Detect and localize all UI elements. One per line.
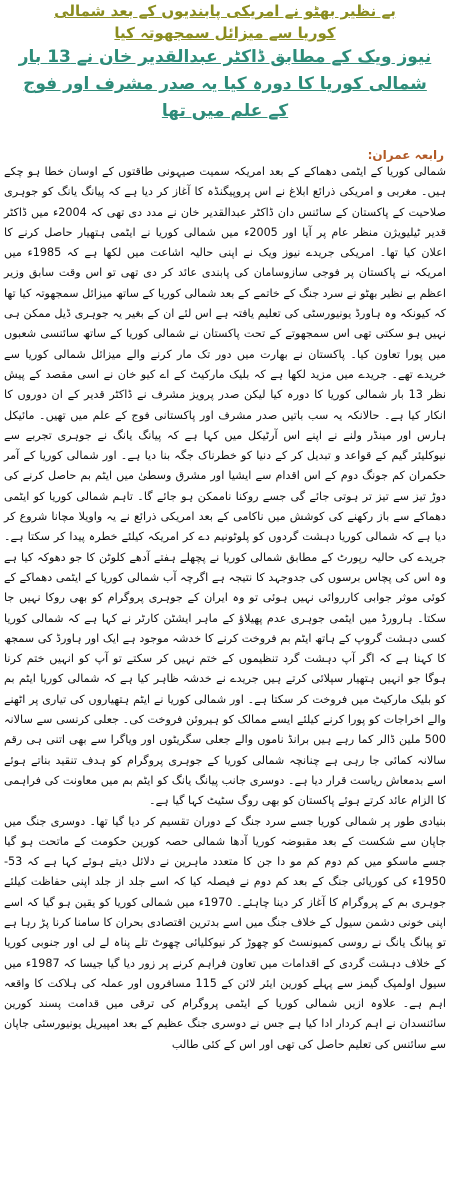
headline-line-2: کوریا سے میزائل سمجھوتہ کیا — [114, 24, 336, 42]
author-byline: رابعہ عمران: — [367, 148, 444, 162]
headline-line-1: بے نظیر بھٹو نے امریکی پابندیوں کے بعد شمالی — [54, 2, 396, 20]
article-paragraph-2: بنیادی طور پر شمالی کوریا جسے سرد جنگ کے دوران تقسیم کر دیا گیا تھا۔ دوسری جنگ میں جاپان سے شکست کے بعد مقبوضہ کوریا آدھا شمالی حصہ کورین حکومت کے ماتحت ہو گیا جسے ماسکو میں کم دوم کم مو دا جن کا متعدد ماہرین نے دلائل دیتے ہوئے کہا ہے کہ 53-1950ء کی کوریائی جنگ کے بعد کم دوم نے فیصلہ کیا کہ اسے جلد از جلد اپنی حفاظت کیلئے جوہری بم کے پروگرام کا آغاز کر دینا چاہئے۔ 1970ء میں شمالی کوریا کو یقین ہو گیا کہ اسے اپنی خونی دشمن سیول کے خلاف جنگ میں اسے بدترین اقتصادی بحران کا سامنا کرنا پڑ رہا ہے تو پیانگ یانگ نے روسی کمیونسٹ کو چھوڑ کر نیوکلیائی چھوٹ تلے پناہ لے لی اور جنوبی کوریا کے خلاف دہشت گردی کے اقدامات میں تعاون فراہم کرنے پر زور دیا گیا جیسا کہ 1987ء میں سیول اولمپک گیمز سے پہلے کورین ایئر لائن کے 115 مسافروں اور عملہ کی ہلاکت کا واقعہ اہم ہے۔ علاوہ ازیں شمالی کوریا کے ایٹمی پروگرام کی ترقی میں قدامت پسند کورین سائنسدان نے اہم کردار ادا کیا ہے جس نے دوسری جنگ عظیم کے بعد امپیریل یونیورسٹی جاپان سے سائنس کی تعلیم حاصل کی تھی اور اس کے کئی طالب — [4, 814, 446, 1051]
subheadline-line-2: شمالی کوریا کا دورہ کیا یہ صدر مشرف اور فوج — [23, 74, 427, 94]
subheadline-line-1: نیوز ویک کے مطابق ڈاکٹر عبدالقدیر خان نے 13 بار — [18, 47, 432, 67]
article-body — [4, 162, 446, 1055]
subheadline-line-3: کے علم میں تھا — [161, 101, 289, 121]
article-paragraph-1: شمالی کوریا کے ایٹمی دھماکے کے بعد امریکہ سمیت صیہونی طاقتوں کے اوسان خطا ہو چکے ہیں۔ مغربی و امریکی ذرائع ابلاغ نے اس پروپیگنڈہ کا آغاز کر دیا ہے کہ پیانگ یانگ کو جوہری صلاحیت کے پاکستان کے سائنس دان ڈاکٹر عبدالقدیر خان نے مدد دی تھی کہ 2004ء میں ڈاکٹر قدیر ٹیلیویژن منظر عام پر آیا اور 2005ء میں شمالی کوریا نے ایٹمی ہتھیار حاصل کرنے کا اعلان کیا تھا۔ امریکی جریدے نیوز ویک نے اپنی حالیہ اشاعت میں لکھا ہے کہ 1985ء میں امریکہ نے پاکستان پر فوجی سازوسامان کی پابندی عائد کر دی تھی تو اس وقت سابق وزیر اعظم بے نظیر بھٹو نے سرد جنگ کے خاتمے کے بعد شمالی کوریا کے ساتھ میزائل سمجھوتہ کیا تھا کہ کیونکہ وہ ہاورڈ یونیورسٹی کی تعلیم یافتہ ہے اس لئے ان کے بغیر یہ جوہری ڈیل ممکن ہی نہیں ہو سکتی تھی اس سمجھوتے کے تحت پاکستان نے شمالی کوریا کے ساتھ سائنسی شعبوں میں پورا تعاون کیا۔ پاکستان نے بھارت میں دور تک مار کرنے والے میزائل شمالی کوریا سے خریدے تھے۔ جریدے میں مزید لکھا ہے کہ بلیک مارکیٹ کے اے کیو خان نے اسی مقصد کے پیش نظر 13 بار شمالی کوریا کا دورہ کیا لیکن صدر پرویز مشرف نے ڈاکٹر قدیر کے ان دوروں کا انکار کیا ہے۔ حالانکہ یہ سب باتیں صدر مشرف اور پاکستانی فوج کے علم میں تھیں۔ مائیکل ہارس اور مینڈر ولنے نے اپنے اس آرٹیکل میں کہا ہے کہ پیانگ یانگ نے جوہری تجربے سے نیوکلیئر گیم کے قواعد و تبدیل کر کے دنیا کو خطرناک جگہ بنا دیا ہے۔ اور شمالی کوریا کے آمر حکمران کم جونگ دوم کے اس اقدام سے ایشیا اور مشرق وسطیٰ میں ایٹم بم حاصل کرنے کی دوڑ تیز سے تیز تر ہوتی جائے گی جسے روکنا ناممکن ہو جائے گا۔ تاہم شمالی کوریا کو ایٹمی دھماکے سے باز رکھنے کی کوشش میں ناکامی کے بعد امریکی ذرائع نے یہ واویلا مچانا شروع کر دیا ہے کہ شمالی کوریا دہشت گردوں کو پلوٹونیم دے کر امریکہ کیلئے خطرہ پیدا کر سکتا ہے۔ جریدے کی حالیہ رپورٹ کے مطابق شمالی کوریا نے پچھلے ہفتے آدھے کلوٹن کا جو دھوکہ کیا ہے وہ اس کی پچاس برسوں کی جدوجہد کا نتیجہ ہے اگرچہ آب شمالی کوریا کے ایٹمی دھماکے کے کوئی موثر جوابی کارروائی نہیں ہوئی تو وہ ایران کے جوہری پروگرام کو بھی روکا نہیں جا سکتا۔ ہارورڈ میں ایٹمی جوہری عدم پھیلاؤ کے ماہر ایشٹن کارٹر نے کہا ہے کہ شمالی کوریا کسی دہشت گروپ کے ہاتھ ایٹم بم فروخت کرنے کا خدشہ موجود ہے ایک اور ہاورڈ کی سمجھ کا کہنا ہے کہ اگر آپ دہشت گرد تنظیموں کے ختم نہیں کر سکتے تو آپ کو انہیں ختم کرنا ہوگا جو انہیں ہتھیار سپلائی کرتے ہیں جریدے نے خدشہ ظاہر کیا ہے کہ شمالی کوریا ایٹم بم کو بلیک مارکیٹ میں فروخت کر سکتا ہے۔ اور شمالی کوریا نے ایٹم ہتھیاروں کی تیاری پر اٹھنے والے اخراجات کو پورا کرنے کیلئے ایسے ممالک کو ہیروئن فروخت کی۔ جعلی کرنسی سے سالانہ 500 ملین ڈالر کما رہے ہیں برانڈ ناموں والے جعلی سگریٹوں اور ویاگرا سے بھی اتنی ہی رقم سالانہ کمائی جا رہی ہے چنانچہ شمالی کوریا کے جوہری پروگرام کو ہدف تنقید بناتے ہوئے اسے بدمعاش ریاست قرار دیا ہے۔ دوسری جانب پیانگ یانگ کو ایٹم بم میں معاونت کی فراہمی کا الزام عائد کرتے ہوئے پاکستان کو بھی روگ سٹیٹ کہا گیا ہے۔ — [3, 165, 447, 808]
headline-block — [0, 0, 450, 125]
